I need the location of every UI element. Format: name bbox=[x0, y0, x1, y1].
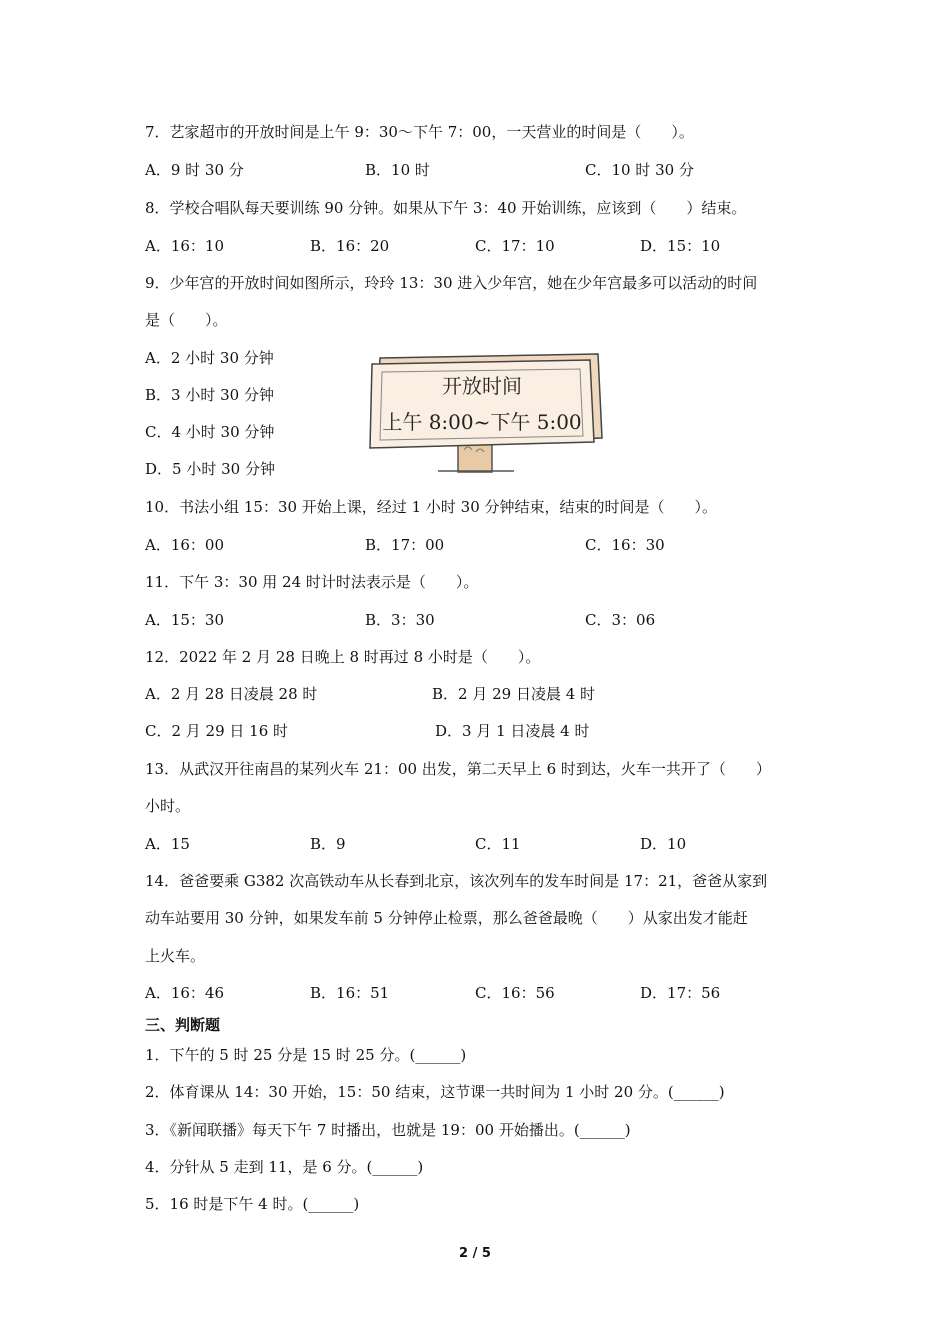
q9-option-c: C．4 小时 30 分钟 bbox=[145, 423, 275, 441]
q14-option-b: B．16：51 bbox=[310, 984, 390, 1002]
q12-option-b: B．2 月 29 日凌晨 4 时 bbox=[432, 685, 596, 703]
q13-stem-line2: 小时。 bbox=[145, 797, 191, 815]
q9-option-a: A．2 小时 30 分钟 bbox=[145, 349, 274, 367]
q9-stem-line2: 是（ ）。 bbox=[145, 311, 228, 329]
q12-option-d: D．3 月 1 日凌晨 4 时 bbox=[435, 722, 590, 740]
q10-option-c: C．16：30 bbox=[585, 536, 665, 554]
q9-option-d: D．5 小时 30 分钟 bbox=[145, 460, 275, 478]
q8-option-d: D．15：10 bbox=[640, 237, 721, 255]
q13-option-c: C．11 bbox=[475, 835, 521, 853]
judgement-item-1: 1．下午的 5 时 25 分是 15 时 25 分。(______) bbox=[145, 1046, 467, 1064]
q7-option-b: B．10 时 bbox=[365, 161, 430, 179]
opening-hours-sign bbox=[366, 350, 606, 475]
q10-stem: 10．书法小组 15：30 开始上课，经过 1 小时 30 分钟结束，结束的时间是（ ）。 bbox=[145, 498, 718, 516]
sign-title: 开放时间 bbox=[442, 374, 522, 398]
q7-stem: 7．艺家超市的开放时间是上午 9：30～下午 7：00，一天营业的时间是（ ）。 bbox=[145, 123, 694, 141]
q11-stem: 11．下午 3：30 用 24 时计时法表示是（ ）。 bbox=[145, 573, 479, 591]
judgement-item-2: 2．体育课从 14：30 开始，15：50 结束，这节课一共时间为 1 小时 20 分。(______) bbox=[145, 1083, 725, 1101]
q13-option-d: D．10 bbox=[640, 835, 687, 853]
q8-option-c: C．17：10 bbox=[475, 237, 555, 255]
q14-stem-line1: 14．爸爸要乘 G382 次高铁动车从长春到北京，该次列车的发车时间是 17：21，爸爸从家到 bbox=[145, 872, 768, 890]
sign-hours: 上午 8:00~下午 5:00 bbox=[382, 410, 582, 434]
q14-option-a: A．16：46 bbox=[145, 984, 225, 1002]
q14-option-d: D．17：56 bbox=[640, 984, 721, 1002]
q8-option-b: B．16：20 bbox=[310, 237, 390, 255]
section-title-judgement: 三、判断题 bbox=[145, 1016, 221, 1034]
q11-option-a: A．15：30 bbox=[145, 611, 225, 629]
q12-option-a: A．2 月 28 日凌晨 28 时 bbox=[145, 685, 318, 703]
q7-option-c: C．10 时 30 分 bbox=[585, 161, 694, 179]
q11-option-b: B．3：30 bbox=[365, 611, 435, 629]
q14-option-c: C．16：56 bbox=[475, 984, 555, 1002]
q14-stem-line3: 上火车。 bbox=[145, 947, 206, 965]
q7-option-a: A．9 时 30 分 bbox=[145, 161, 244, 179]
q8-stem: 8．学校合唱队每天要训练 90 分钟。如果从下午 3：40 开始训练，应该到（ ）结束。 bbox=[145, 199, 747, 217]
q12-option-c: C．2 月 29 日 16 时 bbox=[145, 722, 289, 740]
q13-option-b: B．9 bbox=[310, 835, 346, 853]
judgement-item-3: 3．《新闻联播》每天下午 7 时播出，也就是 19：00 开始播出。(______) bbox=[145, 1121, 631, 1139]
q13-stem-line1: 13．从武汉开往南昌的某列火车 21：00 出发，第二天早上 6 时到达，火车一共开了（ ） bbox=[145, 760, 771, 778]
q11-option-c: C．3：06 bbox=[585, 611, 656, 629]
q8-option-a: A．16：10 bbox=[145, 237, 225, 255]
q9-option-b: B．3 小时 30 分钟 bbox=[145, 386, 274, 404]
q10-option-b: B．17：00 bbox=[365, 536, 445, 554]
q13-option-a: A．15 bbox=[145, 835, 190, 853]
q14-stem-line2: 动车站要用 30 分钟，如果发车前 5 分钟停止检票，那么爸爸最晚（ ）从家出发才能赶 bbox=[145, 909, 748, 927]
q10-option-a: A．16：00 bbox=[145, 536, 225, 554]
q12-stem: 12．2022 年 2 月 28 日晚上 8 时再过 8 小时是（ ）。 bbox=[145, 648, 541, 666]
judgement-item-5: 5．16 时是下午 4 时。(______) bbox=[145, 1195, 360, 1213]
page-number: 2 / 5 bbox=[459, 1246, 491, 1261]
q9-stem-line1: 9．少年宫的开放时间如图所示，玲玲 13：30 进入少年宫，她在少年宫最多可以活动的时间 bbox=[145, 274, 758, 292]
judgement-item-4: 4．分针从 5 走到 11，是 6 分。(______) bbox=[145, 1158, 424, 1176]
